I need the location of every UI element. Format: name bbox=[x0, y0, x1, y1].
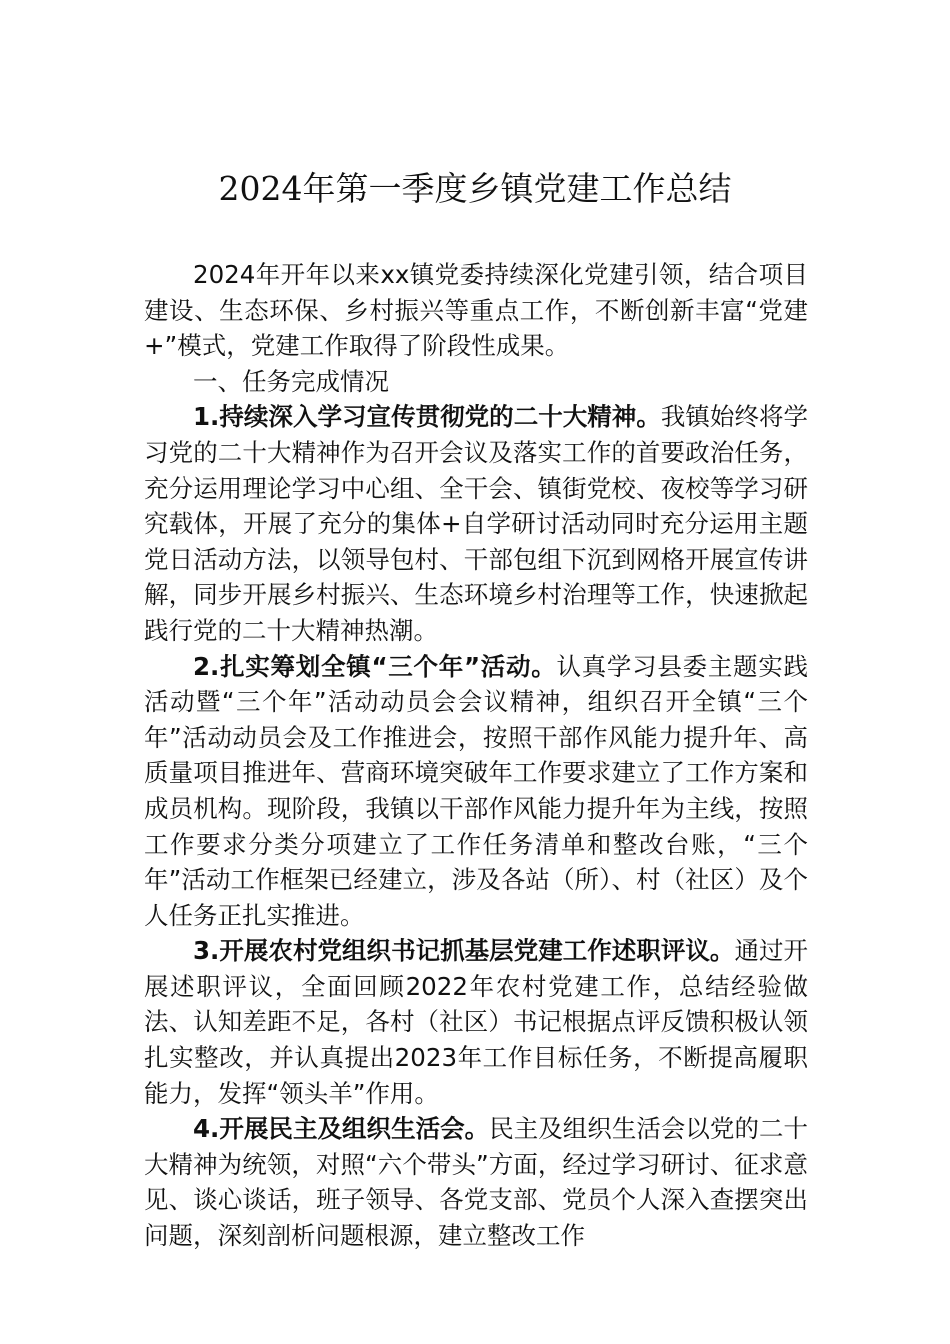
section-heading: 一、任务完成情况 bbox=[193, 366, 389, 396]
task-item-1 bbox=[144, 399, 808, 648]
task-item-4-text: 民主及组织生活会以党的二十大精神为统领，对照“六个带头”方面，经过学习研讨、征求意见、谈心谈话，班子领导、各党支部、党员个人深入查摆突出问题，深刻剖析问题根源，建立整改工作 bbox=[144, 1114, 809, 1251]
task-item-3-lead: 3.开展农村党组织书记抓基层党建工作述职评议。 bbox=[193, 936, 735, 966]
document-title: 2024年第一季度乡镇党建工作总结 bbox=[218, 169, 732, 208]
task-item-3 bbox=[144, 933, 808, 1111]
task-item-1-text: 我镇始终将学习党的二十大精神作为召开会议及落实工作的首要政治任务，充分运用理论学习中心组、全干会、镇街党校、夜校等学习研究载体，开展了充分的集体+自学研讨活动同时充分运用主题党日活动方法，以领导包村、干部包组下沉到网格开展宣传讲解，同步开展乡村振兴、生态环境乡村治理等工作，快速掀起践行党的二十大精神热潮。 bbox=[144, 402, 808, 645]
task-item-1-lead: 1.持续深入学习宣传贯彻党的二十大精神。 bbox=[193, 402, 661, 432]
task-item-2-text: 认真学习县委主题实践活动暨“三个年”活动动员会会议精神，组织召开全镇“三个年”活动动员会及工作推进会，按照干部作风能力提升年、高质量项目推进年、营商环境突破年工作要求建立了工作方案和成员机构。现阶段，我镇以干部作风能力提升年为主线，按照工作要求分类分项建立了工作任务清单和整改台账，“三个年”活动工作框架已经建立，涉及各站（所）、村（社区）及个人任务正扎实推进。 bbox=[144, 651, 809, 930]
task-item-3-text: 通过开展述职评议，全面回顾2022年农村党建工作，总结经验做法、认知差距不足，各村（社区）书记根据点评反馈积极认领扎实整改，并认真提出2023年工作目标任务，不断提高履职能力，发挥“领头羊”作用。 bbox=[144, 936, 809, 1108]
task-item-2-lead: 2.扎实筹划全镇“三个年”活动。 bbox=[193, 651, 557, 681]
document-body bbox=[144, 257, 808, 1254]
intro-paragraph: 2024年开年以来xx镇党委持续深化党建引领，结合项目建设、生态环保、乡村振兴等重点工作，不断创新丰富“党建+”模式，党建工作取得了阶段性成果。 bbox=[144, 260, 808, 361]
task-item-2 bbox=[144, 649, 808, 934]
task-item-4-lead: 4.开展民主及组织生活会。 bbox=[193, 1114, 490, 1144]
task-item-4 bbox=[144, 1111, 808, 1253]
